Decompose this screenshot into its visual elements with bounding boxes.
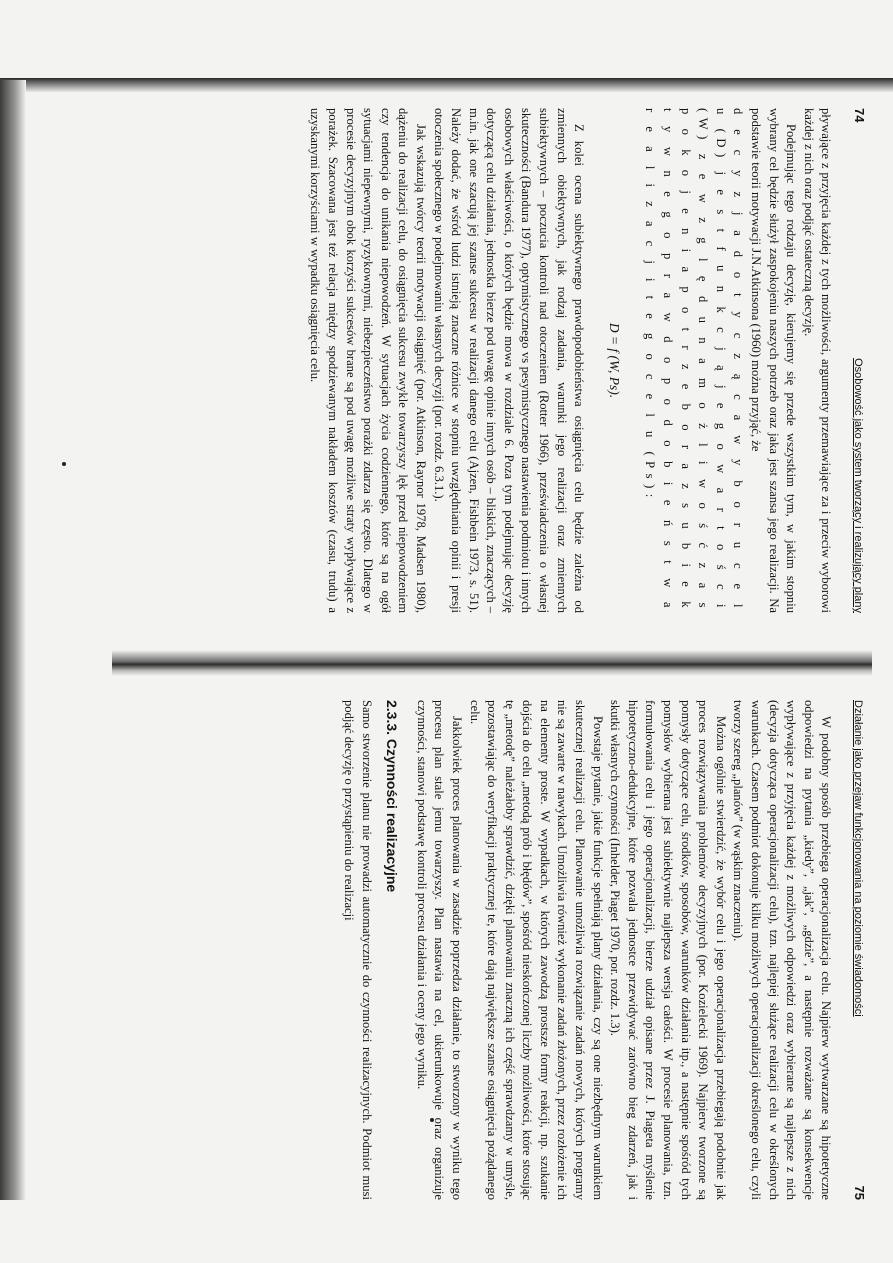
scan-edge-shadow: [0, 80, 26, 1200]
paragraph: Samo stworzenie planu nie prowadzi automatycznie do czynności realizacyjnych. Podmiot musi podjąć decyzję o przystąpieniu do realizacji: [341, 700, 374, 1200]
paragraph: Można ogólnie stwierdzić, że wybór celu i jego operacjonalizacja przebiegają podobnie jak proces rozwiązywania problemów decyzyjnych (por. Kozielecki 1969). Najpierw tworzone są pomysły dotyczące celu, środków, sposobów, warunków działania itp., a następnie spośród tych pomysłów wybierana jest subiektywnie najlepsza wersja całości. W procesie planowania, tzn. formułowania celu i jego operacjonalizacji, bierze udział opisane przez J. Piageta myślenie hipotetyczno-dedukcyjne, które pozwala jednostce przewidywać zarówno bieg zdarzeń, jak i skutki własnych czynności (Inhelder, Piaget 1970, por. rozdz. 1.3).: [608, 700, 728, 1200]
left-book-page: [306, 108, 868, 613]
scan-shadow: [0, 78, 893, 92]
paragraph: Jakkolwiek proces planowania w zasadzie poprzedza działanie, to stworzony w wyniku tego procesu plan stale jemu towarzyszy. Plan nastawia na cel, ukierunkowuje oraz organizuje czynności, stanowi podstawę kontroli procesu działania i oceny jego wyniku.: [414, 700, 464, 1200]
paragraph: pływające z przyjęcia każdej z tych możliwości, argumenty przemawiające za i przeciw wyborowi każdej z nich oraz podjąć ostateczną decyzję.: [801, 108, 834, 613]
right-book-page: [339, 700, 868, 1200]
running-header: [848, 108, 868, 613]
paragraph: Powstaje pytanie, jakie funkcje spełniają plany działania, czy są one niezbędnym warunkiem skutecznej realizacji celu. Planowanie umożliwia rozwiązanie zadań nowych, których programy nie są zawarte w nawykach. Umożliwia również wykonanie zadań złożonych, przez rozłożenie ich na elementy proste. W wypadkach, w których zawodzą prostsze formy reakcji, np. szukanie dojścia do celu „metodą prób i błędów”, spośród nieskończonej liczby możliwości, które stosując tę „metodę” należałoby sprawdzić, dzięki planowaniu znaczną ich część sprawdzamy w umyśle, pozostawiając do weryfikacji praktycznej te, które dają największe szanse osiągnięcia pożądanego celu.: [467, 700, 605, 1200]
page-number: 74: [852, 108, 867, 123]
spaced-definition: d e c y z j a d o t y c z ą c a w y b o r u c e l u (D) j e s t f u n k c j ą j e g o w a r t o ś c i (W) z e w z g l ę d u n a m o ż l i w o ś ć z a s p o k o j e n i a p o t r z e b o r a z s u b i e k t y w n e g o p r a w d o p o d o b i e ń s t w a r e a l i z a c j i t e g o c e l u (Ps):: [643, 108, 746, 613]
running-header: [848, 700, 868, 1200]
page-number: 75: [852, 1185, 867, 1200]
paragraph: Z kolei ocena subiektywnego prawdopodobieństwa osiągnięcia celu będzie zależna od zmiennych obiektywnych, jak rodzaj zadania, warunki jego realizacji oraz zmiennych subiektywnych – poczucia kontroli nad otoczeniem (Rotter 1966), przeświadczenia o własnej skuteczności (Bandura 1977), optymistycznego vs pesymistycznego nastawienia podmiotu i innych osobowych właściwości, o których będzie mowa w rozdziale 6. Poza tym podejmując decyzję dotyczącą celu działania, jednostka bierze pod uwagę opinie innych osób – bliskich, znaczących – m.in. jak one szacują jej szanse sukcesu w realizacji danego celu (Ajzen, Fishbein 1973, s. 51). Należy dodać, że wśród ludzi istnieją znaczne różnice w stopniu uwzględniania opinii i presji otoczenia społecznego w podejmowaniu własnych decyzji (por. rozdz. 6.3.1.).: [431, 108, 587, 613]
paragraph: Podejmując tego rodzaju decyzję, kierujemy się przede wszystkim tym, w jakim stopniu wybrany cel będzie służył zaspokojeniu naszych potrzeb oraz jaka jest szansa jego realizacji. Na podstawie teorii motywacji J.N.Atkinsona (1960) można przyjąć, że: [749, 108, 799, 613]
paragraph: W podobny sposób przebiega operacjonalizacja celu. Najpierw wytwarzane są hipotetyczne odpowiedzi na pytania „kiedy”, „jak”, „gdzie”, a następnie rozważane są konsekwencje wypływające z przyjęcia każdej z możliwych odpowiedzi oraz wybierane są najlepsze z nich (decyzja dotycząca operacjonalizacji celu), tzn. najlepiej służące realizacji celu w określonych warunkach. Czasem podmiot dokonuje kilku możliwych operacjonalizacji określonego celu, czyli tworzy szereg „planów” (w wąskim znaczeniu).: [731, 700, 834, 1200]
formula: D = f (W, Ps).: [606, 322, 622, 399]
section-heading: 2.3.3. Czynności realizacyjne: [384, 700, 401, 893]
scan-speck: [62, 462, 66, 466]
running-head-title: Działanie jako przejaw funkcjonowania na poziomie świadomości: [852, 700, 864, 1017]
paragraph: Jak wskazują twórcy teorii motywacji osiągnięć (por. Atkinson, Raynor 1978, Madsen 1980), dążeniu do realizacji celu, do osiągnięcia sukcesu zwykle towarzyszy lęk przed niepowodzeniem czy tendencja do unikania niepowodzeń. W sytuacjach życia codziennego, które są na ogół sytuacjami niepewnymi, ryzykownymi, niebezpieczeństwo porażki zdarza się często. Dlatego w procesie decyzyjnym obok korzyści sukcesów brane są pod uwagę możliwe straty wypływające z porażek. Szacowana jest też relacja między spodziewanym nakładem kosztów (czasu, trudu) a uzyskanymi korzyściami w wypadku osiągnięcia celu.: [308, 108, 428, 613]
book-gutter: [112, 650, 872, 676]
running-head-title: Osobowość jako system tworzący i realizujący plany: [852, 358, 864, 613]
